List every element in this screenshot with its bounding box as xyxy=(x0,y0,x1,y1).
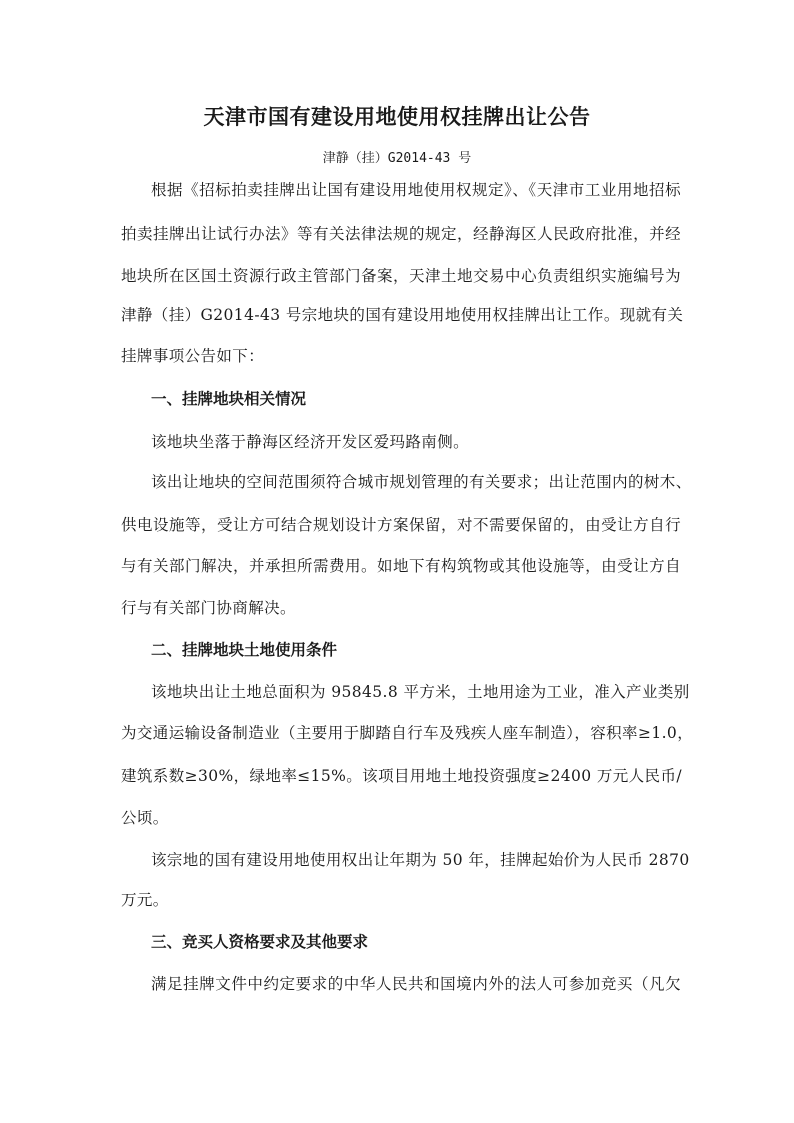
intro-line: 地块所在区国土资源行政主管部门备案，天津土地交易中心负责组织实施编号为 xyxy=(121,267,681,285)
paragraph-line: 该地块坐落于静海区经济开发区爱玛路南侧。 xyxy=(151,433,470,451)
document-title: 天津市国有建设用地使用权挂牌出让公告 xyxy=(203,105,591,129)
paragraph-line: 公顷。 xyxy=(121,809,169,827)
paragraph-line: 该地块出让土地总面积为 95845.8 平方米，土地用途为工业，准入产业类别 xyxy=(151,683,690,701)
paragraph-line: 该宗地的国有建设用地使用权出让年期为 50 年，挂牌起始价为人民币 2870 xyxy=(151,851,690,869)
paragraph-line: 该出让地块的空间范围须符合城市规划管理的有关要求；出让范围内的树木、 xyxy=(151,473,692,491)
paragraph-line: 万元。 xyxy=(121,891,169,909)
paragraph-line: 与有关部门解决，并承担所需费用。如地下有构筑物或其他设施等，由受让方自 xyxy=(121,557,681,575)
paragraph-line: 行与有关部门协商解决。 xyxy=(121,599,296,617)
paragraph-line: 满足挂牌文件中约定要求的中华人民共和国境内外的法人可参加竞买（凡欠 xyxy=(151,975,681,993)
section-heading: 三、竞买人资格要求及其他要求 xyxy=(151,933,369,951)
section-heading: 一、挂牌地块相关情况 xyxy=(151,390,307,408)
intro-line: 挂牌事项公告如下： xyxy=(121,347,265,365)
intro-line: 拍卖挂牌出让试行办法》等有关法律法规的规定，经静海区人民政府批准，并经 xyxy=(121,225,681,243)
paragraph-line: 建筑系数≥30%，绿地率≤15%。该项目用地土地投资强度≥2400 万元人民币/ xyxy=(121,767,682,785)
intro-line: 根据《招标拍卖挂牌出让国有建设用地使用权规定》、《天津市工业用地招标 xyxy=(151,181,681,199)
paragraph-line: 供电设施等，受让方可结合规划设计方案保留，对不需要保留的，由受让方自行 xyxy=(121,516,681,534)
document-number: 津静（挂）G2014-43 号 xyxy=(322,151,472,166)
paragraph-line: 为交通运输设备制造业（主要用于脚踏自行车及残疾人座车制造），容积率≥1.0， xyxy=(121,724,694,742)
section-heading: 二、挂牌地块土地使用条件 xyxy=(151,641,338,659)
intro-line: 津静（挂）G2014-43 号宗地块的国有建设用地使用权挂牌出让工作。现就有关 xyxy=(121,306,684,324)
